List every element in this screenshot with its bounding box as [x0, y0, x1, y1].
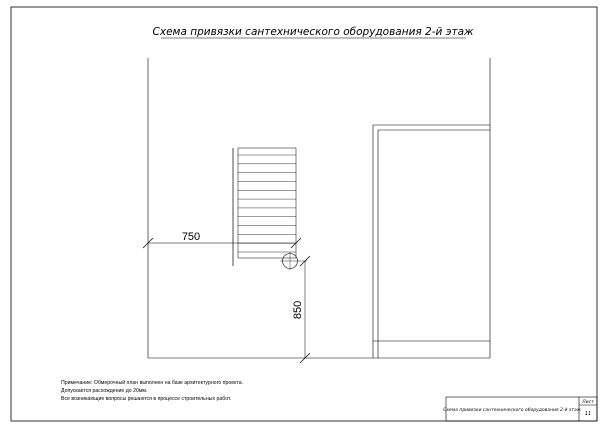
stamp-sheet-number: 11 — [584, 411, 592, 417]
note-line-1: Примечание: Обмерочный план выполнен на базе архитектурного проекта. — [61, 380, 244, 386]
dimension-vertical — [292, 256, 310, 363]
stamp-title: Схема привязки сантехнического оборудования 2-й этаж — [443, 408, 581, 413]
note-line-2: Допускается расхождение до 20мм. — [61, 388, 148, 394]
dimension-vertical-value: 850 — [292, 300, 304, 320]
room-walls — [148, 58, 490, 358]
dimension-horizontal — [143, 231, 301, 248]
radiator-rungs — [238, 155, 296, 252]
title-block — [443, 397, 597, 421]
stamp-sheet-label: Лист — [582, 400, 594, 405]
partition-block — [373, 125, 490, 358]
sheet-title: Схема привязки сантехнического оборудования 2-й этаж — [152, 26, 474, 38]
towel-radiator — [233, 148, 296, 266]
note-line-3: Все возникающие вопросы решаются в процессе строительных работ. — [61, 396, 232, 402]
notes — [61, 379, 243, 402]
dimension-horizontal-value: 750 — [181, 231, 201, 243]
